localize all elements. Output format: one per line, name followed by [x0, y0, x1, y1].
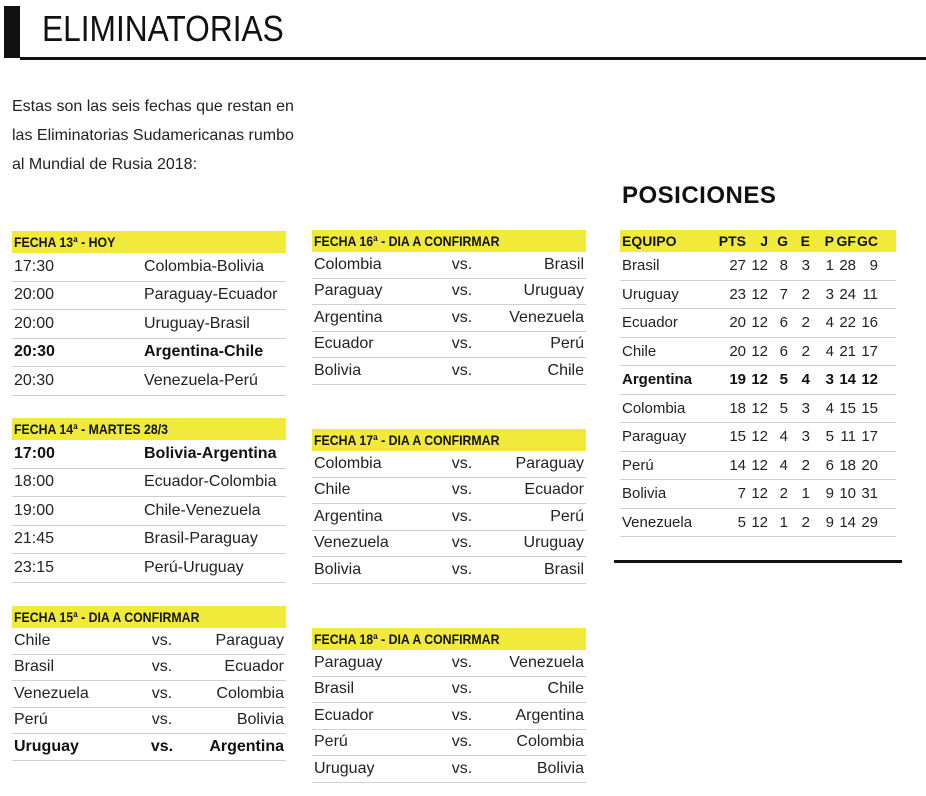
cell-e: 2	[801, 285, 810, 303]
match-row: Chile vs. Paraguay	[12, 628, 286, 655]
page-title: ELIMINATORIAS	[42, 8, 284, 49]
cell-j: 12	[751, 371, 768, 389]
cell-gc: 17	[861, 428, 878, 446]
col-pts: PTS	[718, 233, 746, 249]
cell-g: 4	[779, 456, 788, 474]
cell-gc: 29	[861, 513, 878, 531]
standings-row	[620, 309, 896, 338]
cell-e: 2	[801, 314, 810, 332]
fecha-16-header: FECHA 16ª - DIA A CONFIRMAR	[312, 230, 586, 252]
cell-pts: 20	[729, 342, 746, 360]
cell-p: 4	[825, 342, 834, 360]
cell-pts: 15	[729, 428, 746, 446]
match-row: 20:00 Uruguay-Brasil	[12, 310, 286, 339]
standings-row	[620, 338, 896, 367]
cell-team: Brasil	[622, 257, 660, 275]
cell-gc: 11	[862, 285, 878, 303]
fecha-14-block	[12, 418, 286, 583]
standings-row	[620, 395, 896, 424]
cell-p: 6	[825, 456, 834, 474]
cell-j: 12	[751, 485, 768, 503]
cell-p: 3	[825, 371, 834, 389]
cell-j: 12	[751, 513, 768, 531]
cell-j: 12	[751, 314, 768, 332]
cell-pts: 19	[729, 371, 746, 389]
cell-gc: 9	[869, 257, 878, 275]
intro-text: Estas son las seis fechas que restan en las Eliminatorias Sudamericanas rumbo al Mundial de Rusia 2018:	[12, 98, 294, 173]
cell-gc: 20	[861, 456, 878, 474]
cell-j: 12	[751, 285, 768, 303]
match-row-highlighted: 20:30 Argentina-Chile	[12, 339, 286, 368]
cell-pts: 7	[737, 485, 746, 503]
match-row: Venezuela vs. Colombia	[12, 681, 286, 708]
col-team: EQUIPO	[622, 233, 677, 249]
match-row: Venezuela vs. Uruguay	[312, 531, 586, 558]
cell-gf: 14	[839, 513, 856, 531]
cell-pts: 14	[729, 456, 746, 474]
page-header	[0, 0, 926, 62]
cell-g: 5	[779, 371, 788, 389]
col-g: G	[777, 233, 788, 249]
cell-g: 1	[779, 513, 788, 531]
cell-gf: 21	[839, 342, 856, 360]
match-row: Perú vs. Bolivia	[12, 708, 286, 735]
fecha-16-block	[312, 230, 586, 385]
cell-gc: 17	[861, 342, 878, 360]
cell-g: 4	[779, 428, 788, 446]
cell-g: 8	[779, 257, 788, 275]
match-row: Ecuador vs. Argentina	[312, 703, 586, 730]
match-row: 23:15 Perú-Uruguay	[12, 554, 286, 583]
cell-team: Colombia	[622, 399, 686, 417]
match-row: 17:30 Colombia-Bolivia	[12, 253, 286, 282]
cell-g: 6	[779, 342, 788, 360]
fecha-15-header: FECHA 15ª - DIA A CONFIRMAR	[12, 606, 286, 628]
fecha-17-header: FECHA 17ª - DIA A CONFIRMAR	[312, 429, 586, 451]
match-row: Uruguay vs. Bolivia	[312, 756, 586, 783]
standings-row	[620, 252, 896, 281]
match-row: Brasil vs. Ecuador	[12, 655, 286, 682]
match-row: Perú vs. Colombia	[312, 730, 586, 757]
match-row: Brasil vs. Chile	[312, 677, 586, 704]
fecha-18-block	[312, 628, 586, 783]
match-row-highlighted: Uruguay vs. Argentina	[12, 734, 286, 761]
match-row: 20:30 Venezuela-Perú	[12, 367, 286, 396]
cell-p: 3	[825, 285, 834, 303]
cell-team: Venezuela	[622, 513, 693, 531]
cell-gf: 15	[839, 399, 856, 417]
standings-row	[620, 452, 896, 481]
cell-pts: 18	[729, 399, 746, 417]
cell-g: 7	[779, 285, 788, 303]
match-row: Paraguay vs. Venezuela	[312, 650, 586, 677]
cell-gc: 12	[861, 371, 878, 389]
col-j: J	[760, 233, 768, 249]
cell-gf: 11	[840, 428, 856, 446]
cell-e: 1	[801, 485, 810, 503]
cell-e: 4	[801, 371, 810, 389]
cell-team: Argentina	[622, 371, 693, 389]
cell-g: 5	[779, 399, 788, 417]
cell-gf: 10	[839, 485, 856, 503]
cell-j: 12	[751, 342, 768, 360]
cell-team: Bolivia	[622, 485, 667, 503]
col-p: P	[824, 233, 834, 249]
match-row: Bolivia vs. Brasil	[312, 557, 586, 584]
standings-header-row	[620, 230, 896, 252]
cell-p: 1	[825, 257, 834, 275]
cell-j: 12	[751, 428, 768, 446]
cell-team: Perú	[622, 456, 654, 474]
cell-e: 3	[801, 257, 810, 275]
cell-gf: 24	[839, 285, 856, 303]
cell-pts: 20	[729, 314, 746, 332]
match-row: 21:45 Brasil-Paraguay	[12, 526, 286, 555]
cell-j: 12	[751, 399, 768, 417]
cell-team: Uruguay	[622, 285, 679, 303]
cell-j: 12	[751, 456, 768, 474]
fecha-13-block	[12, 231, 286, 396]
col-e: E	[800, 233, 810, 249]
cell-p: 4	[825, 314, 834, 332]
cell-pts: 27	[729, 257, 746, 275]
match-row: Colombia vs. Brasil	[312, 252, 586, 279]
standings-row	[620, 281, 896, 310]
cell-gc: 16	[861, 314, 878, 332]
cell-gf: 28	[839, 257, 856, 275]
match-row: Paraguay vs. Uruguay	[312, 279, 586, 306]
cell-p: 9	[825, 513, 834, 531]
cell-gc: 15	[861, 399, 878, 417]
standings-row	[620, 480, 896, 509]
cell-gf: 18	[839, 456, 856, 474]
standings-table	[620, 230, 896, 537]
cell-e: 2	[801, 456, 810, 474]
fecha-13-header: FECHA 13ª - HOY	[12, 231, 286, 253]
header-rule	[20, 57, 926, 60]
cell-p: 5	[825, 428, 834, 446]
fecha-17-block	[312, 429, 586, 584]
standings-bottom-rule	[614, 560, 902, 563]
match-row: 20:00 Paraguay-Ecuador	[12, 282, 286, 311]
col-gc: GC	[857, 233, 878, 249]
standings-row-highlighted	[620, 366, 896, 395]
cell-pts: 23	[729, 285, 746, 303]
cell-e: 3	[801, 399, 810, 417]
cell-j: 12	[751, 257, 768, 275]
match-row: 19:00 Chile-Venezuela	[12, 497, 286, 526]
cell-team: Chile	[622, 342, 657, 360]
cell-team: Paraguay	[622, 428, 687, 446]
fecha-15-block	[12, 606, 286, 761]
match-row-highlighted: 17:00 Bolivia-Argentina	[12, 440, 286, 469]
cell-p: 9	[825, 485, 834, 503]
standings-row	[620, 423, 896, 452]
cell-g: 6	[779, 314, 788, 332]
standings-title: POSICIONES	[622, 182, 777, 209]
cell-gf: 22	[839, 314, 856, 332]
fecha-18-header: FECHA 18ª - DIA A CONFIRMAR	[312, 628, 586, 650]
fecha-14-header: FECHA 14ª - MARTES 28/3	[12, 418, 286, 440]
header-bar-mark	[4, 6, 20, 58]
match-row: Ecuador vs. Perú	[312, 332, 586, 359]
cell-e: 3	[801, 428, 810, 446]
cell-g: 2	[779, 485, 788, 503]
standings-row	[620, 509, 896, 538]
cell-p: 4	[825, 399, 834, 417]
cell-pts: 5	[737, 513, 746, 531]
cell-e: 2	[801, 342, 810, 360]
cell-e: 2	[801, 513, 810, 531]
cell-gc: 31	[861, 485, 878, 503]
match-row: Argentina vs. Venezuela	[312, 305, 586, 332]
match-row: Chile vs. Ecuador	[312, 478, 586, 505]
match-row: 18:00 Ecuador-Colombia	[12, 469, 286, 498]
match-row: Bolivia vs. Chile	[312, 358, 586, 385]
col-gf: GF	[836, 233, 856, 249]
cell-team: Ecuador	[622, 314, 678, 332]
match-row: Colombia vs. Paraguay	[312, 451, 586, 478]
cell-gf: 14	[839, 371, 856, 389]
match-row: Argentina vs. Perú	[312, 504, 586, 531]
